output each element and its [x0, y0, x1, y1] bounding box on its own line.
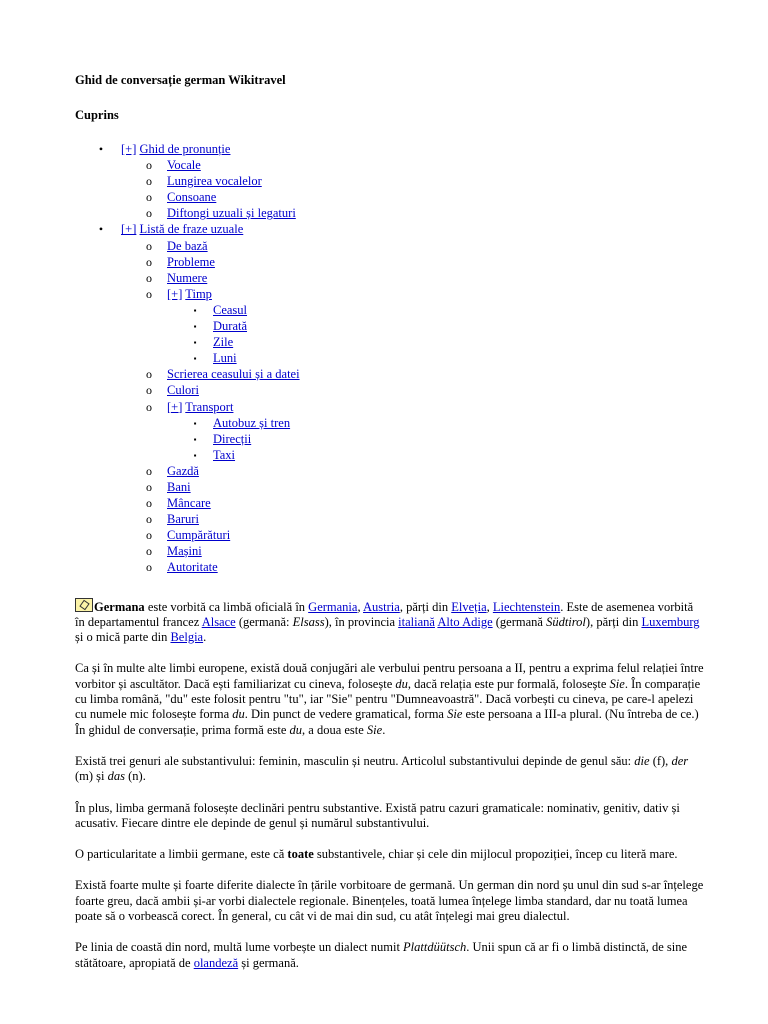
toc-item: [75, 205, 705, 221]
inline-link[interactable]: italiană: [398, 614, 435, 629]
text-run: O particularitate a limbii germane, este că: [75, 847, 288, 862]
toc-link[interactable]: Luni: [213, 351, 237, 366]
paragraph: [75, 847, 705, 862]
toc-link[interactable]: Probleme: [167, 254, 215, 269]
toc-link[interactable]: Transport: [185, 399, 234, 414]
toc-item: [75, 415, 705, 431]
inline-link[interactable]: Germania: [308, 599, 358, 614]
text-run: În plus, limba germană folosește declinări pentru substantive. Există patru cazuri gramaticale: nominativ, genitiv, dativ și acusativ. Fiecare dintre ele depinde de genul și numărul substantivului.: [75, 800, 680, 830]
text-run: . Este de asemenea vorbită în departamentul francez: [75, 599, 694, 629]
toc-item: [75, 270, 705, 286]
toc-item: [75, 221, 705, 237]
text-run: Ca și în multe alte limbi europene, există două conjugări ale verbului pentru persoana a II, pentru a exprima felul relației între vorbitor și ascultător. Dacă ești familiarizat cu cineva, folosește: [75, 661, 704, 691]
toc-item: [75, 463, 705, 479]
toc-link[interactable]: Gazdă: [167, 463, 199, 478]
toc-link[interactable]: Scrierea ceasului și a datei: [167, 367, 300, 382]
italic-text: der: [671, 753, 689, 768]
italic-text: Sie: [609, 676, 625, 691]
toc-link[interactable]: Diftongi uzuali și legaturi: [167, 206, 296, 221]
toc-item: [75, 382, 705, 398]
text-run: Există foarte multe și foarte diferite dialecte în țările vorbitoare de germană. Un german din nord șu unul din sud s-ar înțelege foarte greu, dacă ambii și-ar vorbi dialectele regionale. Binențeles, toată lumea înțelege limba standard, dar nu toată lumea poate să o vorbească corect. În general, cu cât vi de mai din sud, cu atât înțelegi mai greu dialectul.: [75, 878, 704, 923]
list-bullet-icon: o: [146, 544, 152, 559]
list-bullet-icon: o: [146, 479, 152, 494]
toc-link[interactable]: De bază: [167, 238, 208, 253]
inline-link[interactable]: Austria: [363, 599, 400, 614]
toc-expand-link[interactable]: [+]: [167, 399, 183, 414]
paragraph: [75, 801, 705, 832]
italic-text: Sie: [447, 707, 463, 722]
toc-item: [75, 511, 705, 527]
toc-item: [75, 189, 705, 205]
text-run: ), în provincia: [324, 614, 399, 629]
inline-link[interactable]: Elveția: [451, 599, 487, 614]
bold-text: Germana: [94, 599, 145, 614]
list-bullet-icon: o: [146, 206, 152, 221]
toc-heading: Cuprins: [75, 108, 119, 122]
toc-expand-link[interactable]: [+]: [121, 142, 137, 156]
text-run: Pe linia de coastă din nord, multă lume vorbește un dialect numit: [75, 940, 404, 955]
toc-item: [75, 350, 705, 366]
list-bullet-icon: ▪: [193, 418, 197, 428]
toc-link[interactable]: Culori: [167, 383, 199, 398]
italic-text: du: [289, 722, 303, 737]
toc-link[interactable]: Taxi: [213, 447, 236, 462]
toc-link[interactable]: Direcții: [213, 431, 252, 446]
italic-text: Sie: [366, 722, 383, 737]
toc-item: [75, 495, 705, 511]
inline-link[interactable]: Belgia: [170, 630, 204, 645]
text-run: . Unii spun că ar fi o limbă distinctă, de sine stătătoare, apropiată de: [75, 940, 688, 970]
italic-text: Südtirol: [546, 614, 586, 629]
text-run: , părți din: [399, 599, 452, 614]
text-run: și o mică parte din: [75, 630, 171, 645]
list-bullet-icon: o: [146, 238, 152, 253]
toc-item: [75, 366, 705, 382]
list-bullet-icon: o: [146, 254, 152, 269]
inline-link[interactable]: Liechtenstein: [492, 599, 561, 614]
toc-link[interactable]: Numere: [167, 270, 208, 285]
toc-link[interactable]: Ceasul: [213, 302, 248, 317]
toc-item: [75, 286, 705, 302]
paragraph: [75, 878, 705, 924]
toc-item: [75, 173, 705, 189]
text-run: (n).: [125, 769, 146, 784]
toc-item: [75, 543, 705, 559]
text-run: .: [382, 722, 386, 737]
list-bullet-icon: o: [146, 383, 152, 398]
paragraph: [75, 754, 705, 785]
italic-text: die: [634, 753, 650, 768]
italic-text: du: [232, 707, 245, 722]
text-run: este persoana a III-a plural. (Nu întreba de ce.) În ghidul de conversație, prima formă este: [75, 707, 699, 737]
toc-item: [75, 318, 705, 334]
list-bullet-icon: o: [146, 286, 152, 301]
article-body: [75, 598, 705, 971]
toc-item: [75, 141, 705, 157]
inline-link[interactable]: olandeză: [193, 955, 239, 970]
text-run: și germană.: [238, 955, 299, 970]
toc-item: [75, 479, 705, 495]
toc-link[interactable]: Durată: [213, 319, 248, 334]
list-bullet-icon: •: [98, 142, 104, 156]
paragraph: [75, 598, 705, 646]
text-run: ,: [357, 599, 364, 614]
list-bullet-icon: o: [146, 270, 152, 285]
toc-item: [75, 302, 705, 318]
list-bullet-icon: ▪: [193, 450, 197, 460]
italic-text: Plattdüütsch: [403, 940, 467, 955]
text-run: ), părți din: [585, 614, 642, 629]
list-bullet-icon: o: [146, 158, 152, 173]
text-run: ,: [486, 599, 493, 614]
paragraph: [75, 940, 705, 971]
toc-item: [75, 399, 705, 415]
list-bullet-icon: o: [146, 496, 152, 511]
toc-link[interactable]: Autobuz și tren: [213, 415, 291, 430]
italic-text: Elsass: [292, 614, 325, 629]
list-bullet-icon: ▪: [193, 354, 197, 364]
list-bullet-icon: o: [146, 367, 152, 382]
text-run: (germană: [492, 614, 547, 629]
text-run: (m) și: [75, 769, 108, 784]
list-bullet-icon: ▪: [193, 322, 197, 332]
list-bullet-icon: o: [146, 512, 152, 527]
document-page: [75, 72, 705, 971]
text-run: .: [203, 630, 207, 645]
text-run: . Din punct de vedere gramatical, forma: [244, 707, 448, 722]
list-bullet-icon: o: [146, 174, 152, 189]
text-run: , a doua este: [302, 722, 367, 737]
italic-text: das: [107, 769, 126, 784]
inline-link[interactable]: Alsace: [201, 614, 236, 629]
table-of-contents: [75, 141, 705, 576]
toc-link[interactable]: Zile: [213, 335, 234, 350]
list-bullet-icon: ▪: [193, 434, 197, 444]
text-run: (f),: [649, 753, 672, 768]
toc-link[interactable]: Mașini: [167, 544, 202, 559]
toc-item: [75, 238, 705, 254]
toc-link[interactable]: Ghid de pronunție: [139, 142, 231, 156]
text-run: substantivele, chiar și cele din mijlocul propoziției, încep cu literă mare.: [313, 847, 678, 862]
inline-link[interactable]: Alto Adige: [437, 614, 493, 629]
toc-link[interactable]: Listă de fraze uzuale: [139, 222, 244, 237]
toc-item: [75, 431, 705, 447]
italic-text: du: [395, 676, 408, 691]
text-run: este vorbită ca limbă oficială în: [144, 599, 309, 614]
toc-link[interactable]: Mâncare: [167, 496, 211, 511]
toc-item: [75, 157, 705, 173]
toc-link[interactable]: Vocale: [167, 158, 201, 173]
list-bullet-icon: ▪: [193, 338, 197, 348]
text-run: , dacă relația este pur formală, folosește: [407, 676, 610, 691]
inline-link[interactable]: Luxemburg: [641, 614, 700, 629]
toc-link[interactable]: Lungirea vocalelor: [167, 174, 262, 189]
toc-expand-link[interactable]: [+]: [121, 222, 137, 237]
list-bullet-icon: o: [146, 528, 152, 543]
list-bullet-icon: •: [98, 222, 104, 237]
list-bullet-icon: o: [146, 463, 152, 478]
toc-item: [75, 254, 705, 270]
text-run: (germană:: [235, 614, 293, 629]
list-bullet-icon: o: [146, 190, 152, 205]
page-title: Ghid de conversație german Wikitravel: [75, 73, 286, 87]
toc-item: [75, 527, 705, 543]
toc-link[interactable]: Timp: [185, 286, 212, 301]
toc-item: [75, 559, 705, 575]
toc-item: [75, 447, 705, 463]
phrasebook-icon: [75, 598, 93, 612]
toc-link[interactable]: Cumpărături: [167, 528, 231, 543]
list-bullet-icon: ▪: [193, 305, 197, 315]
toc-expand-link[interactable]: [+]: [167, 286, 183, 301]
toc-link[interactable]: Autoritate: [167, 560, 218, 575]
list-bullet-icon: o: [146, 560, 152, 575]
toc-link[interactable]: Consoane: [167, 190, 217, 205]
bold-text: toate: [287, 847, 314, 862]
paragraph: [75, 661, 705, 737]
list-bullet-icon: o: [146, 399, 152, 414]
text-run: Există trei genuri ale substantivului: feminin, masculin și neutru. Articolul substantivului depinde de genul său:: [75, 753, 635, 768]
text-run: . În comparație cu limba română, "du" este folosit pentru "tu", iar "Sie" pentru "Dumneavoastră". Dacă vorbești cu cineva, pe care-l apelezi cu numele mic folosește forma: [75, 676, 701, 722]
toc-link[interactable]: Bani: [167, 479, 191, 494]
toc-link[interactable]: Baruri: [167, 512, 199, 527]
toc-item: [75, 334, 705, 350]
